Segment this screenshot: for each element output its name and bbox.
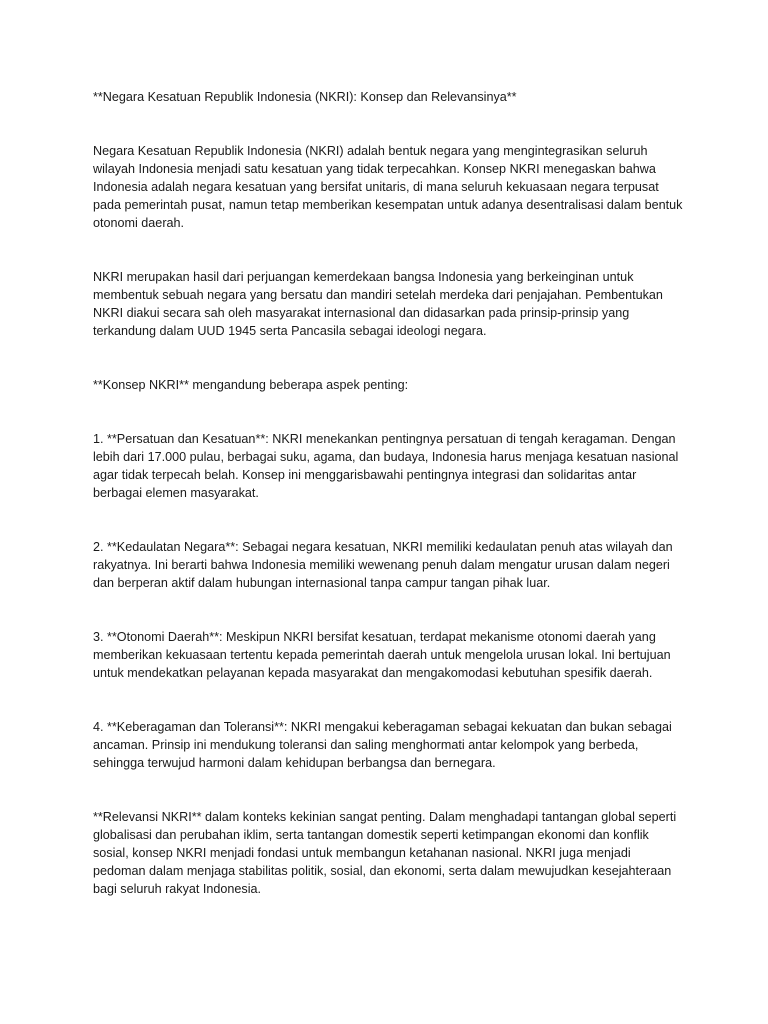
document-title: **Negara Kesatuan Republik Indonesia (NKRI): Konsep dan Relevansinya** [93,90,517,104]
list-item-persatuan: 1. **Persatuan dan Kesatuan**: NKRI menekankan pentingnya persatuan di tengah keragaman. Dengan lebih dari 17.000 pulau, berbagai suku, agama, dan budaya, Indonesia harus menjaga kesatuan nasional agar tidak terpecah belah. Konsep ini menggarisbawahi pentingnya integrasi dan solidaritas antar berbagai elemen masyarakat. [93,432,679,500]
intro-paragraph-2: NKRI merupakan hasil dari perjuangan kemerdekaan bangsa Indonesia yang berkeinginan untuk membentuk sebuah negara yang bersatu dan mandiri setelah merdeka dari penjajahan. Pembentukan NKRI diakui secara sah oleh masyarakat internasional dan didasarkan pada prinsip-prinsip yang terkandung dalam UUD 1945 serta Pancasila sebagai ideologi negara. [93,270,663,338]
list-item-keberagaman: 4. **Keberagaman dan Toleransi**: NKRI mengakui keberagaman sebagai kekuatan dan bukan sebagai ancaman. Prinsip ini mendukung toleransi dan saling menghormati antar kelompok yang berbeda, sehingga terwujud harmoni dalam kehidupan berbangsa dan bernegara. [93,720,672,770]
document-body [93,88,683,898]
concept-lead-paragraph: **Konsep NKRI** mengandung beberapa aspek penting: [93,378,409,392]
list-item-kedaulatan: 2. **Kedaulatan Negara**: Sebagai negara kesatuan, NKRI memiliki kedaulatan penuh atas wilayah dan rakyatnya. Ini berarti bahwa Indonesia memiliki wewenang penuh dalam mengatur urusan dalam negeri dan berperan aktif dalam hubungan internasional tanpa campur tangan pihak luar. [93,540,673,590]
relevance-paragraph: **Relevansi NKRI** dalam konteks kekinian sangat penting. Dalam menghadapi tantangan global seperti globalisasi dan perubahan iklim, serta tantangan domestik seperti ketimpangan ekonomi dan konflik sosial, konsep NKRI menjadi fondasi untuk membangun ketahanan nasional. NKRI juga menjadi pedoman dalam menjaga stabilitas politik, sosial, dan ekonomi, serta dalam mewujudkan kesejahteraan bagi seluruh rakyat Indonesia. [93,810,677,896]
intro-paragraph-1: Negara Kesatuan Republik Indonesia (NKRI) adalah bentuk negara yang mengintegrasikan seluruh wilayah Indonesia menjadi satu kesatuan yang tidak terpecahkan. Konsep NKRI menegaskan bahwa Indonesia adalah negara kesatuan yang bersifat unitaris, di mana seluruh kekuasaan negara terpusat pada pemerintah pusat, namun tetap memberikan kesempatan untuk adanya desentralisasi dalam bentuk otonomi daerah. [93,144,683,230]
list-item-otonomi: 3. **Otonomi Daerah**: Meskipun NKRI bersifat kesatuan, terdapat mekanisme otonomi daerah yang memberikan kekuasaan tertentu kepada pemerintah daerah untuk mengelola urusan lokal. Ini bertujuan untuk mendekatkan pelayanan kepada masyarakat dan mengakomodasi kebutuhan spesifik daerah. [93,630,671,680]
